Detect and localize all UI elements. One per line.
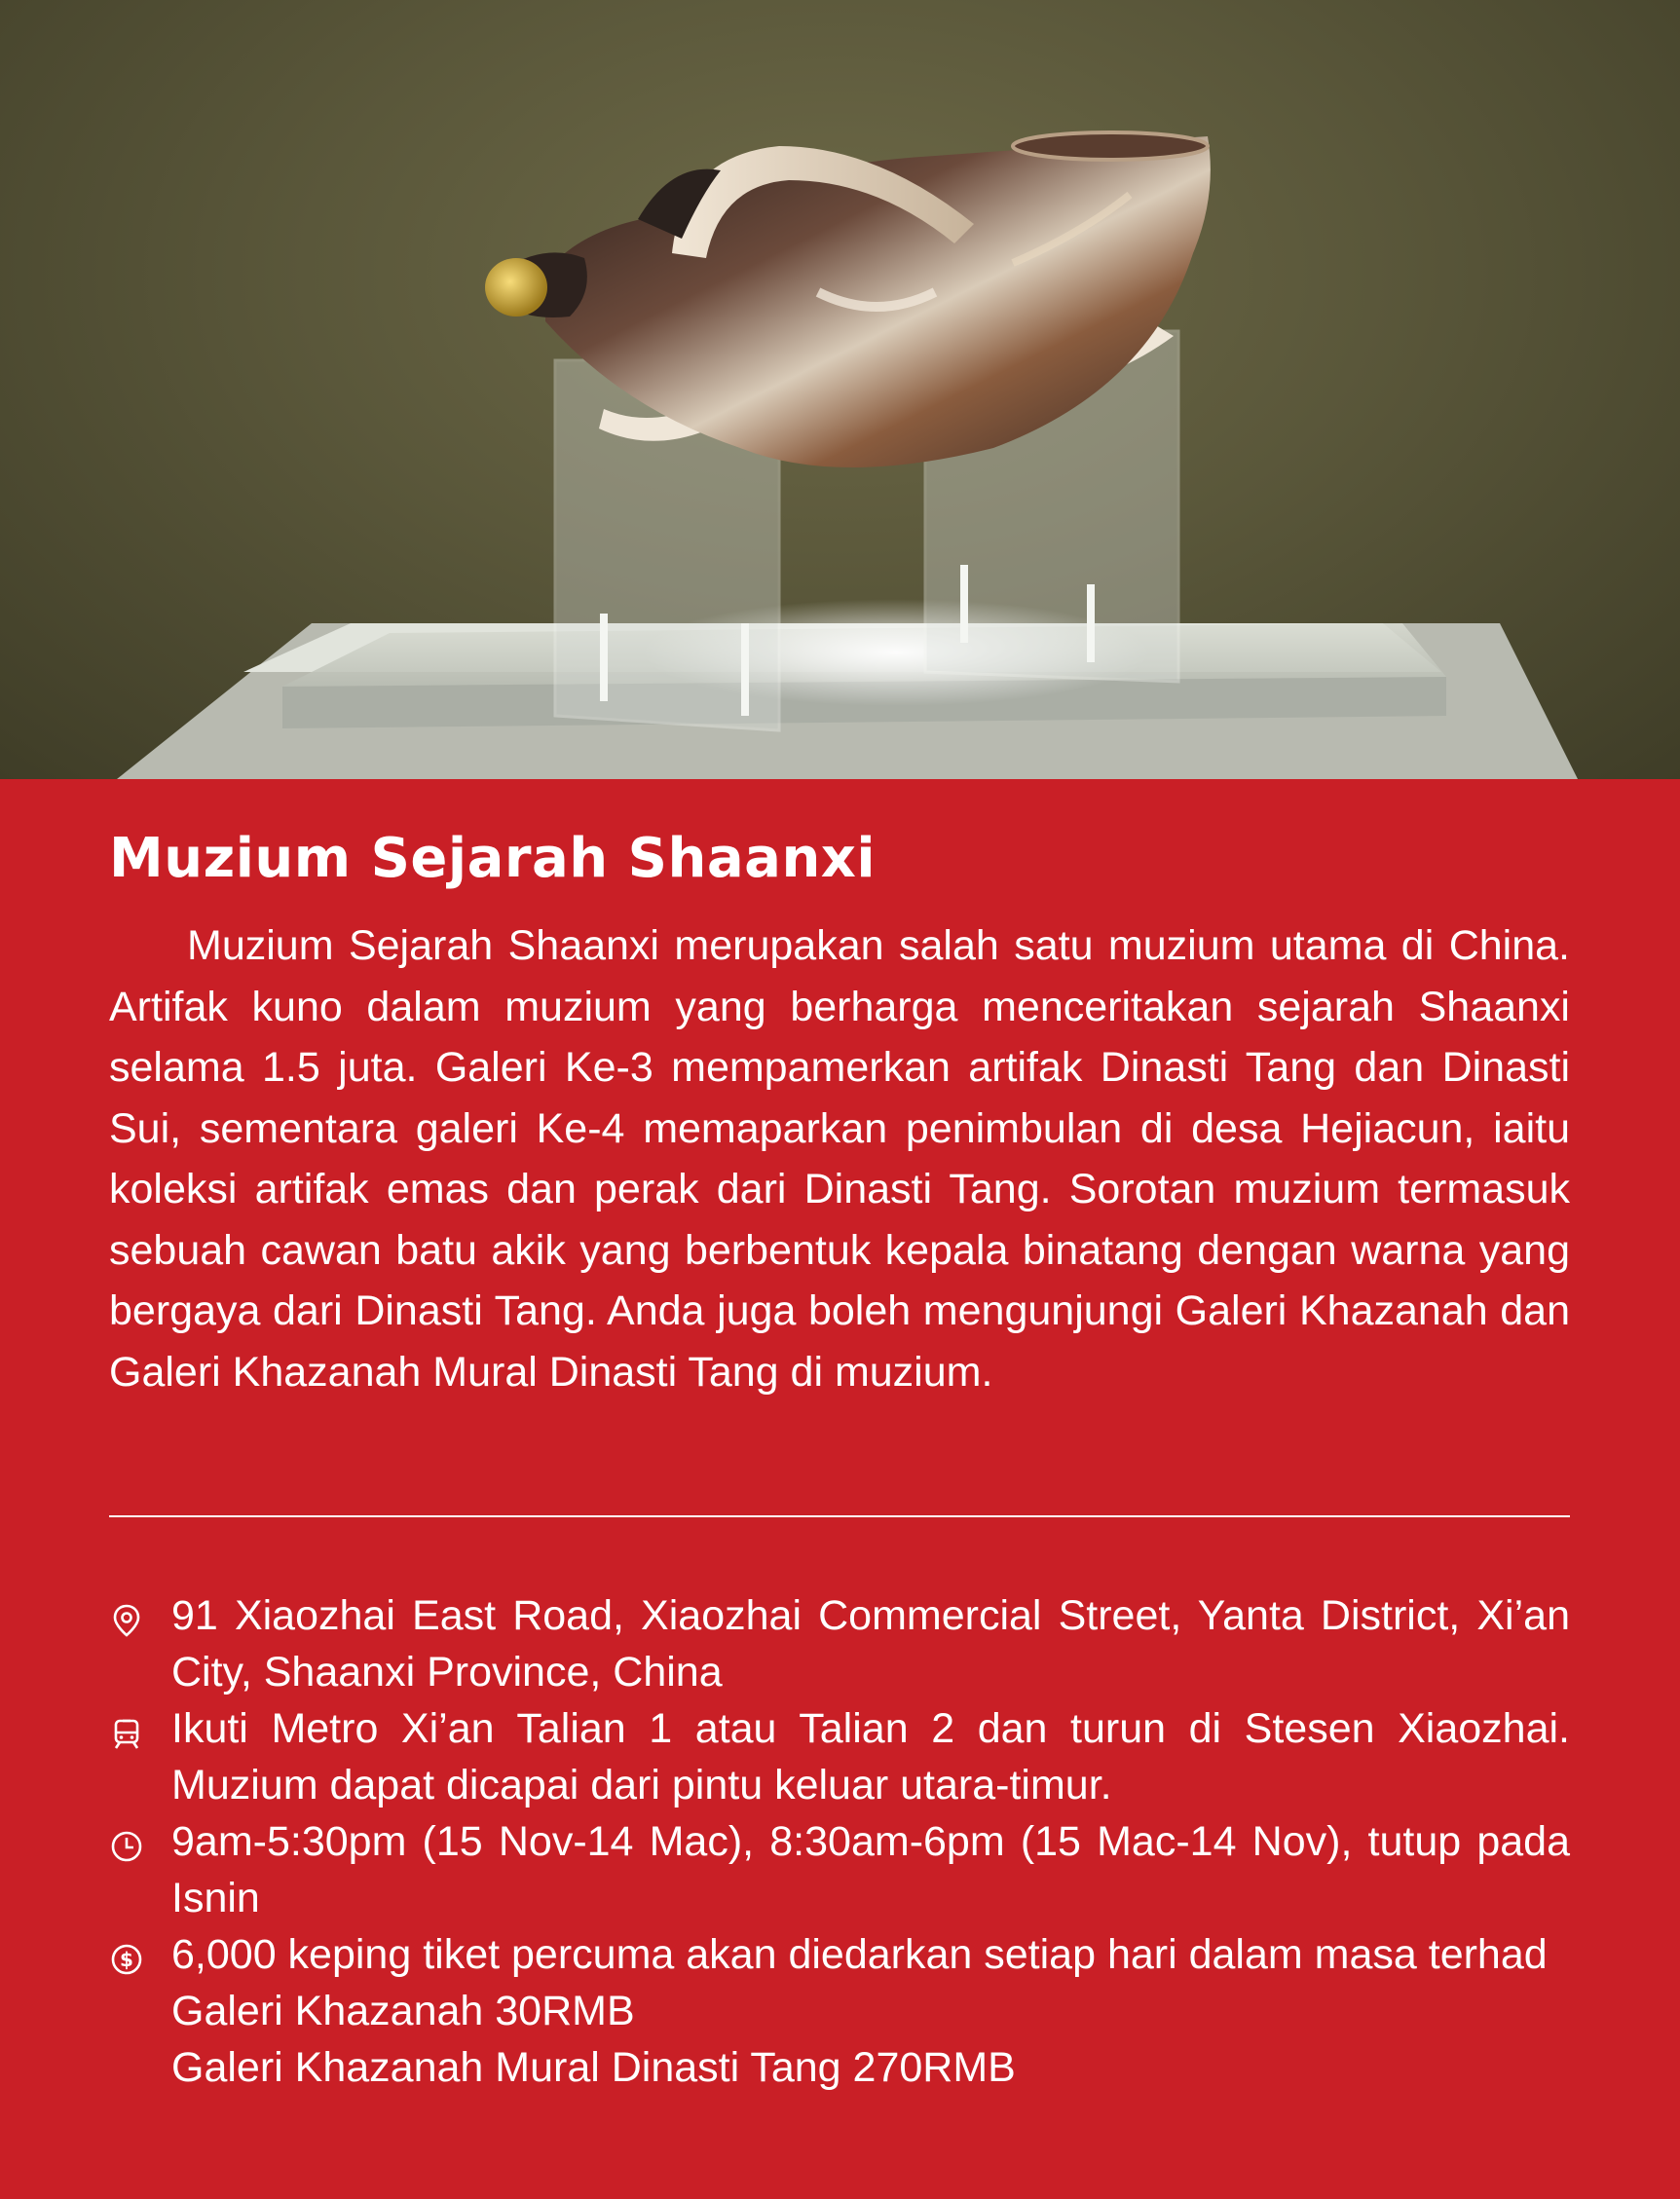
address-item <box>109 1587 1570 1700</box>
clock-icon <box>109 1829 144 1864</box>
section-divider <box>109 1515 1570 1517</box>
address-text: 91 Xiaozhai East Road, Xiaozhai Commercial Street, Yanta District, Xi’an City, Shaanxi Province, China <box>171 1592 1570 1696</box>
museum-description: Muzium Sejarah Shaanxi merupakan salah satu muzium utama di China. Artifak kuno dalam muzium yang berharga menceritakan sejarah Shaanxi selama 1.5 juta. Galeri Ke-3 mempamerkan artifak Dinasti Tang dan Dinasti Sui, sementara galeri Ke-4 memaparkan penimbulan di desa Hejiacun, iaitu koleksi artifak emas dan perak dari Dinasti Tang. Sorotan muzium termasuk sebuah cawan batu akik yang berbentuk kepala binatang dengan warna yang bergaya dari Dinasti Tang. Anda juga boleh mengunjungi Galeri Khazanah dan Galeri Khazanah Mural Dinasti Tang di muzium. <box>109 922 1570 1396</box>
price-line-treasure-gallery: Galeri Khazanah 30RMB <box>171 1988 635 2034</box>
agate-rhyton-illustration <box>0 0 1680 779</box>
hero-photo <box>0 0 1680 779</box>
price-item <box>109 1926 1570 2096</box>
svg-text:$: $ <box>120 1948 133 1971</box>
dollar-icon <box>109 1942 144 1977</box>
price-line-mural-gallery: Galeri Khazanah Mural Dinasti Tang 270RMB <box>171 2044 1016 2091</box>
transport-item <box>109 1700 1570 1813</box>
price-text: 6,000 keping tiket percuma akan diedarkan setiap hari dalam masa terhad <box>171 1931 1548 1978</box>
transport-text: Ikuti Metro Xi’an Talian 1 atau Talian 2 dan turun di Stesen Xiaozhai. Muzium dapat dicapai dari pintu keluar utara-timur. <box>171 1705 1570 1808</box>
location-pin-icon <box>109 1603 144 1638</box>
info-list <box>109 1587 1570 2096</box>
hours-text: 9am-5:30pm (15 Nov-14 Mac), 8:30am-6pm (15 Mac-14 Nov), tutup pada Isnin <box>171 1818 1570 1921</box>
train-icon <box>109 1716 144 1751</box>
hours-item <box>109 1813 1570 1926</box>
museum-info-card <box>0 779 1680 2199</box>
page-title: Muzium Sejarah Shaanxi <box>109 827 877 890</box>
